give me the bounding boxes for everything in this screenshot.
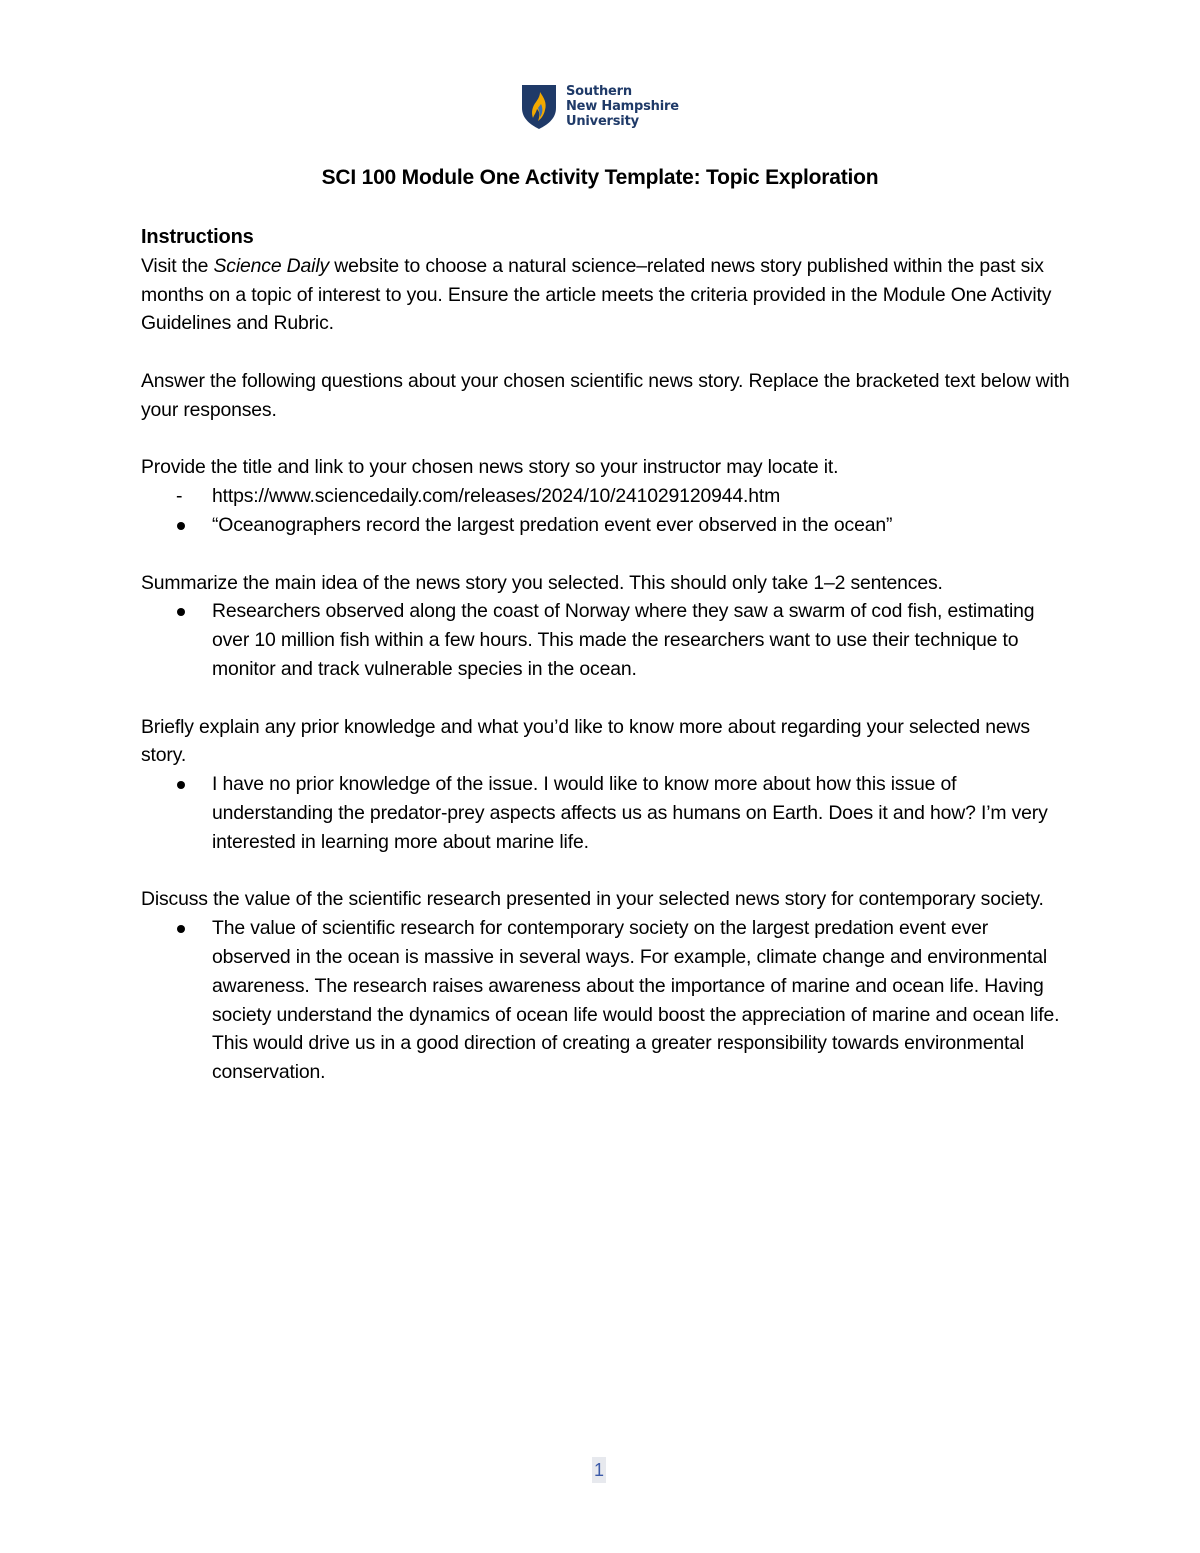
question-prompt: Summarize the main idea of the news story you selected. This should only take 1–2 sentences.: [141, 571, 943, 594]
text-run: Visit the: [141, 254, 214, 277]
answer-list: [141, 482, 1071, 540]
document-title: SCI 100 Module One Activity Template: Topic Exploration: [321, 166, 879, 189]
bullet-icon: [177, 925, 185, 933]
bullet-icon: [177, 522, 185, 530]
text-run: website to choose a natural science–related news story published within the past six months on a topic of interest to you. Ensure the article meets the criteria provided in the Module One Activity Guidelines and Rubric.: [141, 254, 1052, 335]
science-daily-name: Science Daily: [213, 254, 330, 277]
instructions-heading: Instructions: [141, 226, 254, 248]
logo-wordmark: [566, 84, 679, 129]
answer-text: The value of scientific research for contemporary society on the largest predation event ever observed in the ocean is massive in several ways. For example, climate change and environmental awareness. The research raises awareness about the importance of marine and ocean life. Having society understand the dynamics of ocean life would boost the appreciation of marine and ocean life. This would drive us in a good direction of creating a greater responsibility towards environmental conservation.: [212, 917, 1060, 1084]
question-prompt: Discuss the value of the scientific research presented in your selected news story for contemporary society.: [141, 888, 1044, 911]
answer-item: [141, 482, 1071, 511]
answer-text: Researchers observed along the coast of Norway where they saw a swarm of cod fish, estimating over 10 million fish within a few hours. This made the researchers want to use their technique to monitor and track vulnerable species in the ocean.: [212, 600, 1035, 680]
answer-text: “Oceanographers record the largest predation event ever observed in the ocean”: [212, 513, 893, 536]
logo-line: New Hampshire: [566, 99, 679, 114]
answer-list: [141, 597, 1071, 683]
answer-text: I have no prior knowledge of the issue. I would like to know more about how this issue of understanding the predator-prey aspects affects us as humans on Earth. Does it and how? I’m very interested in learning more about marine life.: [212, 773, 1048, 853]
answer-list: [141, 770, 1071, 856]
bullet-icon: [177, 781, 185, 789]
instructions-paragraph-2: Answer the following questions about your chosen scientific news story. Replace the bracketed text below with your responses.: [141, 369, 1070, 421]
university-logo: [521, 84, 679, 130]
answer-item: [141, 914, 1071, 1087]
bullet-icon: [177, 608, 185, 616]
flame-shield-icon: [521, 84, 557, 130]
answer-list: [141, 914, 1071, 1087]
question-prompt: Provide the title and link to your chosen news story so your instructor may locate it.: [141, 456, 839, 479]
answer-item: [141, 511, 1071, 540]
dash-marker: -: [176, 485, 183, 508]
instructions-paragraph: [141, 252, 1071, 338]
answer-item: [141, 597, 1071, 683]
question-prompt: Briefly explain any prior knowledge and what you’d like to know more about regarding your selected news story.: [141, 715, 1030, 767]
answer-item: [141, 770, 1071, 856]
page-number: 1: [592, 1457, 606, 1483]
logo-line: University: [566, 114, 639, 129]
logo-line: Southern: [566, 84, 632, 99]
answer-text: https://www.sciencedaily.com/releases/2024/10/241029120944.htm: [212, 485, 781, 508]
document-body: [141, 223, 1071, 1087]
